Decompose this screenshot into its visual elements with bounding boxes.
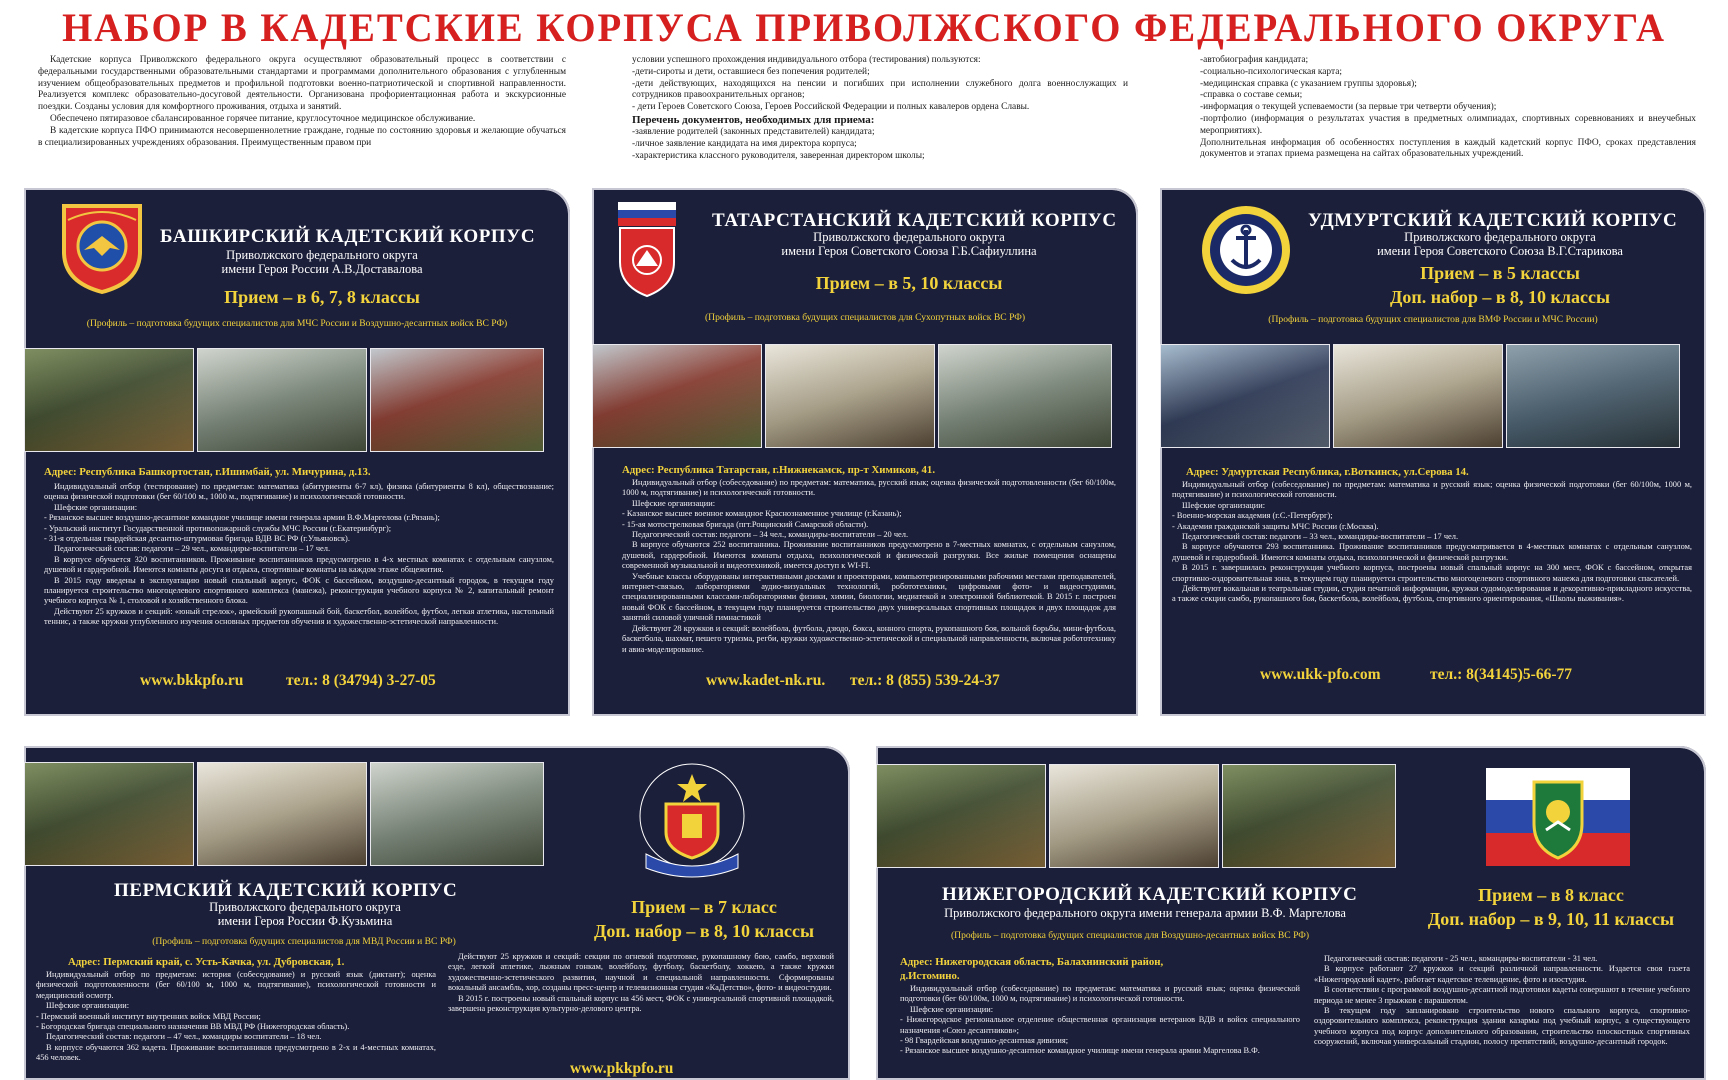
- description-text: Действуют 25 кружков и секций: «юный стрелок», армейский рукопашный бой, баскетбол, волейбол, футбол, легкая атлетика, настольный теннис, а также кружки углубленного изучения основных предметов обучения и художественно-эстетической направленности.: [44, 606, 554, 627]
- phone-number: тел.: 8 (855) 539-24-37: [850, 672, 1000, 689]
- perm-emblem-icon: [630, 758, 754, 886]
- documents-heading: Перечень документов, необходимых для приема:: [632, 113, 875, 126]
- description-text: - Академия гражданской защиты МЧС России (г.Москва).: [1172, 521, 1379, 531]
- photo-strip: [24, 348, 544, 452]
- website-link[interactable]: www.bkkpfo.ru: [140, 672, 244, 689]
- intro-footer: Дополнительная информация об особенностях поступления в каждый кадетский корпус ПФО, сроках представления документов и этапах приема размещена на сайтах образовательных учреждений.: [1200, 137, 1696, 160]
- description-text: - 15-ая мотострелковая бригада (пгт.Рощинский Самарской области).: [622, 519, 869, 529]
- address: Адрес: Республика Татарстан, г.Нижнекамск, пр-т Химиков, 41.: [622, 464, 936, 476]
- description-text: В корпусе обучается 320 воспитанников. Проживание воспитанников предусмотрено в 4-х местных комнатах с отдельным санузлом, душевой и гардеробной. Имеются комнаты досуга и отдыха, спортивные комнаты на каждом этаже общежития.: [44, 554, 554, 575]
- intro-list-item: -дети-сироты и дети, оставшиеся без попечения родителей;: [632, 66, 870, 77]
- photo-strip: [24, 762, 544, 866]
- phone-number: тел.: 8 (34794) 3-27-05: [286, 672, 436, 689]
- corps-subtitle: имени Героя Советского Союза Г.Б.Сафиуллина: [781, 244, 1037, 258]
- photo: [24, 348, 194, 452]
- nizhny-corps-panel: [876, 746, 1706, 1080]
- photo-strip: [1160, 344, 1680, 448]
- bashkir-emblem-icon: [58, 200, 146, 294]
- description-text: Шефские организации:: [1182, 500, 1266, 510]
- description-text: Шефские организации:: [632, 498, 716, 508]
- photo: [938, 344, 1112, 448]
- corps-subtitle: Приволжского федерального округа: [226, 248, 418, 262]
- photo: [1160, 344, 1330, 448]
- address: д.Истомино.: [900, 970, 960, 982]
- nizhny-emblem-icon: [1486, 768, 1630, 866]
- admission-info: Прием – в 5 классы: [1420, 263, 1580, 283]
- page-title: НАБОР В КАДЕТСКИЕ КОРПУСА ПРИВОЛЖСКОГО ФЕДЕРАЛЬНОГО ОКРУГА: [62, 5, 1666, 50]
- description-right: [1314, 954, 1690, 1048]
- photo: [197, 762, 367, 866]
- description: [622, 478, 1116, 655]
- corps-name: ТАТАРСТАНСКИЙ КАДЕТСКИЙ КОРПУС: [712, 210, 1117, 231]
- description-text: - Казанское высшее военное командное Краснознаменное училище (г.Казань);: [622, 509, 902, 519]
- photo: [1506, 344, 1680, 448]
- description-text: - Уральский институт Государственной противопожарной службы МЧС России (г.Екатеринбург);: [44, 523, 392, 533]
- intro-column-3: [1200, 55, 1696, 161]
- profile-info: (Профиль – подготовка будущих специалистов для МВД России и ВС РФ): [152, 936, 456, 947]
- corps-subtitle: имени Героя России А.В.Доставалова: [221, 262, 423, 276]
- document-item: -информация о текущей успеваемости (за первые три четверти обучения);: [1200, 102, 1497, 113]
- corps-subtitle: Приволжского федерального округа имени генерала армии В.Ф. Маргелова: [944, 906, 1346, 920]
- description-text: Действуют вокальная и театральная студии, студия печатной информации, кружки судомоделирования и декоративно-прикладного искусства, а также секции самбо, рукопашного боя, баскетбола, волейбола, футбола, спортивного ориентирования, «Школы выживания».: [1172, 584, 1692, 604]
- description-text: В 2015 г. завершилась реконструкция учебного корпуса, построены новый спальный корпус на 300 мест, ФОК с бассейном, открытая спортивно-оздоровительная зона, в текущем году планируется строительство многоцелевого спортивного манежа для подготовки спасателей.: [1172, 563, 1692, 583]
- corps-subtitle: Приволжского федерального округа: [813, 230, 1005, 244]
- admission-info: Прием – в 7 класс: [631, 897, 777, 917]
- photo-strip: [876, 764, 1396, 868]
- description-text: - Рязанское высшее воздушно-десантное командное училище имени генерала армии Маргелова В.Ф.: [900, 1046, 1260, 1056]
- admission-info: Прием – в 5, 10 классы: [815, 273, 1003, 293]
- perm-corps-panel: [24, 746, 850, 1080]
- corps-name: НИЖЕГОРОДСКИЙ КАДЕТСКИЙ КОРПУС: [942, 884, 1358, 905]
- intro-paragraph: Обеспечено пятиразовое сбалансированное горячее питание, круглосуточное медицинское обслуживание.: [50, 113, 476, 124]
- photo: [24, 762, 194, 866]
- description-text: Педагогический состав: педагоги – 47 чел., командиры воспитатели – 18 чел.: [46, 1032, 322, 1042]
- photo: [592, 344, 762, 448]
- website-link[interactable]: www.kadet-nk.ru.: [706, 672, 826, 689]
- description-text: В 2015 г. построены новый спальный корпус на 456 мест, ФОК с универсальной спортивной площадкой, завершена реконструкция культурно-делового центра.: [448, 993, 834, 1014]
- intro-paragraph: В кадетские корпуса ПФО принимаются несовершеннолетние граждане, годные по состоянию здоровья и желающие обучаться в специализированных учреждениях образования. Преимущественным правом при: [38, 125, 566, 148]
- description-text: - 98 Гвардейская воздушно-десантная дивизия;: [900, 1036, 1069, 1046]
- phone-number: тел.: 8(34145)5-66-77: [1430, 666, 1572, 683]
- description-text: Педагогический состав: педагоги - 25 чел., командиры-воспитатели - 31 чел.: [1324, 954, 1598, 963]
- profile-info: (Профиль – подготовка будущих специалистов для ВМФ России и МЧС России): [1268, 314, 1598, 325]
- description-text: В корпусе обучаются 362 кадета. Проживание воспитанников предусмотрено в 2-х и 4-местных комнатах, 456 человек.: [36, 1042, 436, 1063]
- admission-info: Прием – в 8 класс: [1478, 885, 1624, 905]
- photo: [876, 764, 1046, 868]
- photo: [197, 348, 367, 452]
- description-text: Учебные классы оборудованы интерактивными досками и проекторами, компьютеризированными рабочими местами преподавателей, интернет-связью, лабораториями аудио-визуальных технологий, робототехники, цифровыми фото- и видеостудиями, специализированными классами-лабораториями физики, химии, биологии, медиатекой и электронной библиотекой. В 2015 г. построен новый ФОК с бассейном, в текущем году планируется строительство двух универсальных спортивных площадок и двух площадок для занятий силовой уличной гимнастикой: [622, 571, 1116, 623]
- description-text: Шефские организации:: [910, 1004, 994, 1014]
- photo: [370, 762, 544, 866]
- description-text: Действуют 25 кружков и секций: секции по огневой подготовке, рукопашному бою, самбо, верховой езде, легкой атлетике, лыжным гонкам, волейболу, футболу, баскетболу, хоккею, а также кружки художественно-эстетического развития, научной и специальной направленности. Сформированы вокальный ансамбль, хор, созданы пресс-центр и телевизионная студия «КаДетство», фото- и видеостудии.: [448, 952, 834, 993]
- description: [1172, 480, 1692, 605]
- description-right: [448, 952, 834, 1014]
- admission-info: Доп. набор – в 8, 10 классы: [1389, 287, 1611, 307]
- tatar-emblem-icon: [614, 200, 680, 298]
- intro-column-2: [632, 55, 1128, 162]
- corps-subtitle: Приволжского федерального округа: [1404, 230, 1596, 244]
- description-text: Действуют 28 кружков и секций: волейбола, футбола, дзюдо, бокса, конного спорта, рукопашного боя, вольной борьбы, мини-футбола, баскетбола, шахмат, пешего туризма, регби, кружки художественно-эстетической и специальной направленности, включая робототехнику и авиа-моделирование.: [622, 623, 1116, 654]
- document-item: -справка о составе семьи;: [1200, 90, 1303, 101]
- corps-subtitle: имени Героя России Ф.Кузьмина: [217, 914, 393, 928]
- admission-info: Доп. набор – в 8, 10 классы: [593, 921, 815, 941]
- description-text: В корпусе работают 27 кружков и секций различной направленности. Издается своя газета «Нижегородский кадет», работает кадетское телевидение, фото и изостудия.: [1314, 964, 1690, 984]
- description-text: Шефские организации:: [54, 502, 138, 512]
- description-text: В корпусе обучаются 252 воспитанника. Проживание воспитанников предусмотрено в 7-местных комнатах, с отдельным санузлом, душевой, гардеробной. Имеются комнаты отдыха, психологической и физической разгрузки. Все жилые помещения оснащены современной музыкальной и видеотехникой, имеется доступ к WI-FI.: [622, 540, 1116, 571]
- udmurt-corps-panel: [1160, 188, 1706, 716]
- description-text: Педагогический состав: педагоги – 34 чел., командиры-воспитатели – 20 чел.: [632, 530, 909, 540]
- intro-paragraph: Кадетские корпуса Приволжского федерального округа осуществляют образовательный процесс в соответствии с федеральными государственными образовательными стандартами и программами дополнительного образования с углубленным изучением общеобразовательных предметов и профильной подготовки военно-патриотической и спортивной направленности. Реализуется комплекс образовательно-досуговой деятельности. Организована профориентационная работа и экскурсионные поездки. Созданы условия для комфортного проживания, отдыха и занятий.: [38, 55, 566, 113]
- photo: [370, 348, 544, 452]
- udmurt-emblem-icon: [1198, 202, 1294, 298]
- description: [44, 482, 554, 628]
- document-item: -социально-психологическая карта;: [1200, 66, 1342, 77]
- document-item: -заявление родителей (законных представителей) кандидата;: [632, 126, 875, 137]
- address: Адрес: Нижегородская область, Балахнинский район,: [900, 956, 1164, 968]
- profile-info: (Профиль – подготовка будущих специалистов для Воздушно-десантных войск ВС РФ): [950, 930, 1310, 941]
- admission-info: Прием – в 6, 7, 8 классы: [224, 287, 420, 307]
- document-item: -портфолио (информация о результатах участия в предметных олимпиадах, спортивных соревнованиях и внеучебных мероприятиях).: [1200, 113, 1696, 136]
- profile-info: (Профиль – подготовка будущих специалистов для Сухопутных войск ВС РФ): [704, 312, 1026, 323]
- website-link[interactable]: www.ukk-pfo.com: [1260, 666, 1381, 683]
- description-text: - Богородская бригада специального назначения ВВ МВД РФ (Нижегородская область).: [36, 1022, 350, 1032]
- admission-info: Доп. набор – в 9, 10, 11 классы: [1427, 909, 1675, 929]
- description-text: - Военно-морская академия (г.С.-Петербург);: [1172, 511, 1333, 521]
- document-item: -автобиография кандидата;: [1200, 55, 1309, 65]
- description-text: - 31-я отдельная гвардейская десантно-штурмовая бригада ВДВ ВС РФ (г.Ульяновск).: [44, 534, 350, 544]
- description-text: Педагогический состав: педагоги – 29 чел., командиры-воспитатели – 17 чел.: [54, 544, 331, 554]
- description-text: Индивидуальный отбор по предметам: история (собеседование) и русский язык (диктант); оценка физической подготовленности (бег 60/100 м, 1000 м, подтягивание), психологической готовности и медицинский осмотр.: [36, 970, 436, 1000]
- description-text: Индивидуальный отбор (собеседование) по предметам: математика и русский язык; оценка физической подготовки (бег 60/100м, 1000 м, подтягивание) и психологической готовности.: [1172, 480, 1692, 500]
- photo: [1222, 764, 1396, 868]
- corps-subtitle: имени Героя Советского Союза В.Г.Старикова: [1377, 244, 1623, 258]
- intro-column-1: [38, 55, 566, 149]
- description-text: Педагогический состав: педагоги – 33 чел., командиры-воспитатели – 17 чел.: [1182, 532, 1459, 542]
- corps-name: УДМУРТСКИЙ КАДЕТСКИЙ КОРПУС: [1308, 210, 1678, 231]
- corps-subtitle: Приволжского федерального округа: [209, 900, 401, 914]
- website-link[interactable]: www.pkkpfo.ru: [570, 1060, 674, 1077]
- description-text: Индивидуальный отбор (собеседование) по предметам: математика и русский язык; оценка физической подготовки (бег 60/100м, 1000 м, подтягивание) и психологической готовности.: [900, 984, 1300, 1004]
- photo: [1049, 764, 1219, 868]
- document-item: -характеристика классного руководителя, заверенная директором школы;: [632, 150, 925, 161]
- description-text: В корпусе обучаются 293 воспитанника. Проживание воспитанников предусматривается в 4-местных комнатах с отдельным санузлом, душевой и гардеробной. Имеются комнаты отдыха, психологической и физической разгрузки.: [1172, 542, 1692, 562]
- photo: [765, 344, 935, 448]
- intro-lead: условии успешного прохождения индивидуального отбора (тестирования) пользуются:: [632, 55, 981, 65]
- corps-name: ПЕРМСКИЙ КАДЕТСКИЙ КОРПУС: [114, 880, 458, 901]
- description-text: Индивидуальный отбор (тестирование) по предметам: математика (абитуриенты 6-7 кл), физика (абитуриенты 8 кл), обществознание; оценка физической подготовки (бег 60/100 м., 1000 м., подтягивание) и психологической готовности.: [44, 482, 554, 502]
- photo: [1333, 344, 1503, 448]
- address: Адрес: Удмуртская Республика, г.Воткинск, ул.Серова 14.: [1186, 466, 1469, 478]
- description-text: В 2015 году введены в эксплуатацию новый спальный корпус, ФОК с бассейном, воздушно-десантный городок, в текущем году планируется строительство многоцелевого спортивного комплекса (манежа), реконструкция учебного корпуса № 2, капитальный ремонт учебного корпуса № 1, столовой и хозяйственного блока.: [44, 575, 554, 606]
- tatar-corps-panel: [592, 188, 1138, 716]
- photo-strip: [592, 344, 1112, 448]
- profile-info: (Профиль – подготовка будущих специалистов для МЧС России и Воздушно-десантных войск ВС РФ): [86, 318, 508, 329]
- document-item: -медицинская справка (с указанием группы здоровья);: [1200, 78, 1417, 89]
- description-text: - Нижегородское региональное отделение общественная организация ветеранов ВДВ и войск специального назначения «Союз десантников»;: [900, 1015, 1300, 1035]
- description-text: Индивидуальный отбор (собеседование) по предметам: математика, русский язык; оценка физической подготовленности (бег 60/100м, 1000 м, подтягивание) и психологической готовности.: [622, 478, 1116, 498]
- address: Адрес: Республика Башкортостан, г.Ишимбай, ул. Мичурина, д.13.: [44, 466, 371, 478]
- description-text: - Рязанское высшее воздушно-десантное командное училище имени генерала армии В.Ф.Маргелова (г.Рязань);: [44, 513, 440, 523]
- description-text: - Пермский военный институт внутренних войск МВД России;: [36, 1011, 261, 1021]
- intro-list-item: - дети Героев Советского Союза, Героев Российской Федерации и полных кавалеров ордена Славы.: [632, 102, 1030, 113]
- document-item: -личное заявление кандидата на имя директора корпуса;: [632, 138, 857, 149]
- description-left: [36, 970, 436, 1064]
- description-text: В текущем году запланировано строительство нового спального корпуса, спортивно-оздоровительного комплекса, реконструкция здания казармы под учебный корпус, а существующего учебного корпуса под корпус дополнительного образования, строительство плоскостных спортивных сооружений, включая универсальный стадион, полосу препятствий, воздушно-десантный городок.: [1314, 1006, 1690, 1047]
- description-text: Шефские организации:: [46, 1001, 130, 1011]
- intro-list-item: -дети действующих, находящихся на пенсии и погибших при исполнении служебного долга военнослужащих и сотрудников правоохранительных органов;: [632, 78, 1128, 101]
- description-text: В соответствии с программой воздушно-десантной подготовки кадеты совершают в течение учебного периода не менее 3 прыжков с парашютом.: [1314, 985, 1690, 1005]
- bashkir-corps-panel: [24, 188, 570, 716]
- corps-name: БАШКИРСКИЙ КАДЕТСКИЙ КОРПУС: [160, 226, 536, 247]
- address: Адрес: Пермский край, с. Усть-Качка, ул. Дубровская, 1.: [68, 956, 345, 968]
- description-left: [900, 984, 1300, 1057]
